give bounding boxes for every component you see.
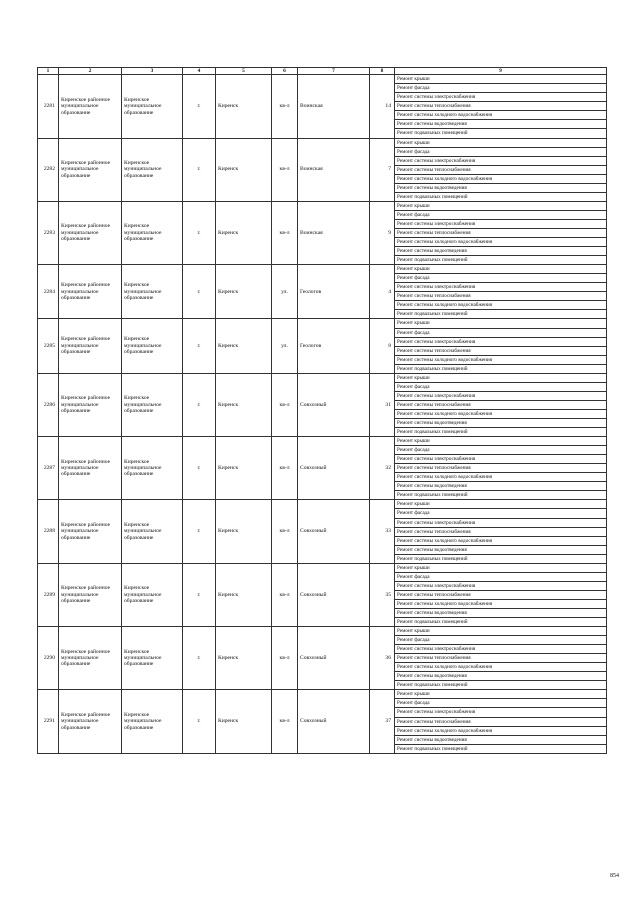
work-item: Ремонт фасада <box>395 699 606 708</box>
works-cell <box>395 138 607 201</box>
page-number: 854 <box>610 873 619 879</box>
work-item: Ремонт фасада <box>395 211 606 220</box>
work-item: Ремонт системы водоотведения <box>395 609 606 618</box>
work-item: Ремонт системы теплоснабжения <box>395 347 606 356</box>
work-item: Ремонт системы электроснабжения <box>395 582 606 591</box>
table-row <box>38 75 607 138</box>
col-header-5: 5 <box>216 68 272 75</box>
work-item: Ремонт подвальных помещений <box>397 429 468 436</box>
works-cell <box>395 627 607 690</box>
district-name: Киренское районное муниципальное образование <box>59 265 122 319</box>
settlement-name: Киренское муниципальное образование <box>122 690 183 753</box>
work-item: Ремонт системы теплоснабжения <box>395 464 606 473</box>
street-name: Совхозный <box>298 373 370 436</box>
works-cell <box>395 265 607 319</box>
work-item: Ремонт системы теплоснабжения <box>395 718 606 727</box>
work-item: Ремонт системы теплоснабжения <box>395 102 606 111</box>
work-item: Ремонт фасада <box>395 84 606 93</box>
work-item: Ремонт крыши <box>395 564 606 573</box>
street-name: Совхозный <box>298 500 370 563</box>
work-item: Ремонт фасада <box>395 573 606 582</box>
work-item: Ремонт системы электроснабжения <box>395 338 606 347</box>
street-type: кв-л <box>272 75 298 138</box>
street-type: кв-л <box>272 500 298 563</box>
work-item: Ремонт системы холодного водоснабжения <box>395 537 606 546</box>
works-cell <box>395 75 607 138</box>
district-name: Киренское районное муниципальное образование <box>59 627 122 690</box>
works-cell <box>395 319 607 373</box>
work-item: Ремонт крыши <box>395 265 606 274</box>
work-item: Ремонт системы водоотведения <box>395 672 606 681</box>
repair-program-table <box>37 67 607 754</box>
locality-type: г. <box>183 437 216 500</box>
district-name: Киренское районное муниципальное образование <box>59 138 122 201</box>
locality-name: Киренск <box>216 373 272 436</box>
row-number: 2291 <box>38 690 59 753</box>
work-item: Ремонт системы теплоснабжения <box>395 292 606 301</box>
works-cell <box>395 201 607 264</box>
work-item: Ремонт системы водоотведения <box>395 120 606 129</box>
locality-type: г. <box>183 690 216 753</box>
row-number: 2282 <box>38 138 59 201</box>
locality-name: Киренск <box>216 265 272 319</box>
locality-type: г. <box>183 373 216 436</box>
col-header-3: 3 <box>122 68 183 75</box>
work-item: Ремонт подвальных помещений <box>397 682 468 689</box>
work-item: Ремонт фасада <box>395 329 606 338</box>
district-name: Киренское районное муниципальное образование <box>59 500 122 563</box>
street-type: ул. <box>272 319 298 373</box>
street-name: Совхозный <box>298 563 370 626</box>
table-row <box>38 563 607 626</box>
settlement-name: Киренское муниципальное образование <box>122 138 183 201</box>
work-item: Ремонт системы теплоснабжения <box>395 166 606 175</box>
work-item: Ремонт системы теплоснабжения <box>395 401 606 410</box>
street-name: Геологов <box>298 319 370 373</box>
district-name: Киренское районное муниципальное образование <box>59 201 122 264</box>
work-item: Ремонт подвальных помещений <box>397 365 468 372</box>
work-item: Ремонт системы электроснабжения <box>395 283 606 292</box>
work-item: Ремонт системы электроснабжения <box>395 708 606 717</box>
work-item: Ремонт системы теплоснабжения <box>395 654 606 663</box>
locality-type: г. <box>183 563 216 626</box>
street-name: Воинская <box>298 138 370 201</box>
work-item: Ремонт системы электроснабжения <box>395 392 606 401</box>
locality-type: г. <box>183 265 216 319</box>
locality-type: г. <box>183 75 216 138</box>
table-body <box>38 75 607 754</box>
street-name: Совхозный <box>298 627 370 690</box>
locality-type: г. <box>183 319 216 373</box>
col-header-6: 6 <box>272 68 298 75</box>
settlement-name: Киренское муниципальное образование <box>122 201 183 264</box>
work-item: Ремонт системы холодного водоснабжения <box>395 111 606 120</box>
row-number: 2287 <box>38 437 59 500</box>
work-item: Ремонт подвальных помещений <box>397 193 468 200</box>
work-item: Ремонт подвальных помещений <box>397 619 468 626</box>
work-item: Ремонт системы холодного водоснабжения <box>395 600 606 609</box>
settlement-name: Киренское муниципальное образование <box>122 373 183 436</box>
settlement-name: Киренское муниципальное образование <box>122 627 183 690</box>
work-item: Ремонт системы электроснабжения <box>395 645 606 654</box>
house-number: 36 <box>370 627 395 690</box>
street-type: кв-л <box>272 627 298 690</box>
house-number: 9 <box>370 201 395 264</box>
work-item: Ремонт системы холодного водоснабжения <box>395 238 606 247</box>
street-name: Совхозный <box>298 437 370 500</box>
work-item: Ремонт фасада <box>395 383 606 392</box>
row-number: 2289 <box>38 563 59 626</box>
house-number: 4 <box>370 265 395 319</box>
work-item: Ремонт системы теплоснабжения <box>395 528 606 537</box>
settlement-name: Киренское муниципальное образование <box>122 437 183 500</box>
street-type: ул. <box>272 265 298 319</box>
work-item: Ремонт системы холодного водоснабжения <box>395 301 606 310</box>
work-item: Ремонт системы холодного водоснабжения <box>395 473 606 482</box>
row-number: 2290 <box>38 627 59 690</box>
work-item: Ремонт крыши <box>395 139 606 148</box>
locality-type: г. <box>183 500 216 563</box>
house-number: 14 <box>370 75 395 138</box>
settlement-name: Киренское муниципальное образование <box>122 563 183 626</box>
row-number: 2284 <box>38 265 59 319</box>
street-type: кв-л <box>272 373 298 436</box>
work-item: Ремонт крыши <box>395 319 606 328</box>
work-item: Ремонт крыши <box>395 690 606 699</box>
table-row <box>38 437 607 500</box>
street-name: Воинская <box>298 75 370 138</box>
work-item: Ремонт системы теплоснабжения <box>395 591 606 600</box>
row-number: 2286 <box>38 373 59 436</box>
locality-type: г. <box>183 201 216 264</box>
settlement-name: Киренское муниципальное образование <box>122 319 183 373</box>
work-item: Ремонт системы водоотведения <box>395 419 606 428</box>
table-row <box>38 201 607 264</box>
table-row <box>38 627 607 690</box>
locality-name: Киренск <box>216 437 272 500</box>
street-type: кв-л <box>272 690 298 753</box>
work-item: Ремонт фасада <box>395 636 606 645</box>
row-number: 2285 <box>38 319 59 373</box>
district-name: Киренское районное муниципальное образование <box>59 563 122 626</box>
settlement-name: Киренское муниципальное образование <box>122 500 183 563</box>
work-item: Ремонт подвальных помещений <box>397 745 468 752</box>
house-number: 32 <box>370 437 395 500</box>
locality-name: Киренск <box>216 201 272 264</box>
street-name: Воинская <box>298 201 370 264</box>
locality-name: Киренск <box>216 138 272 201</box>
table-row <box>38 265 607 319</box>
work-item: Ремонт системы холодного водоснабжения <box>395 356 606 365</box>
settlement-name: Киренское муниципальное образование <box>122 265 183 319</box>
works-cell <box>395 563 607 626</box>
house-number: 37 <box>370 690 395 753</box>
work-item: Ремонт системы водоотведения <box>395 736 606 745</box>
work-item: Ремонт системы холодного водоснабжения <box>395 663 606 672</box>
locality-name: Киренск <box>216 563 272 626</box>
work-item: Ремонт фасада <box>395 509 606 518</box>
work-item: Ремонт системы холодного водоснабжения <box>395 727 606 736</box>
street-type: кв-л <box>272 437 298 500</box>
table-row <box>38 319 607 373</box>
district-name: Киренское районное муниципальное образование <box>59 690 122 753</box>
house-number: 7 <box>370 138 395 201</box>
work-item: Ремонт крыши <box>395 374 606 383</box>
street-type: кв-л <box>272 201 298 264</box>
row-number: 2283 <box>38 201 59 264</box>
works-cell <box>395 500 607 563</box>
work-item: Ремонт системы водоотведения <box>395 482 606 491</box>
work-item: Ремонт подвальных помещений <box>397 257 468 264</box>
settlement-name: Киренское муниципальное образование <box>122 75 183 138</box>
col-header-9: 9 <box>395 68 607 75</box>
table-row <box>38 500 607 563</box>
work-item: Ремонт фасада <box>395 446 606 455</box>
work-item: Ремонт системы водоотведения <box>395 247 606 256</box>
work-item: Ремонт системы теплоснабжения <box>395 229 606 238</box>
works-cell <box>395 437 607 500</box>
row-number: 2281 <box>38 75 59 138</box>
work-item: Ремонт подвальных помещений <box>397 492 468 499</box>
locality-type: г. <box>183 627 216 690</box>
locality-name: Киренск <box>216 500 272 563</box>
house-number: 31 <box>370 373 395 436</box>
work-item: Ремонт системы электроснабжения <box>395 455 606 464</box>
work-item: Ремонт системы водоотведения <box>395 184 606 193</box>
street-type: кв-л <box>272 138 298 201</box>
district-name: Киренское районное муниципальное образование <box>59 373 122 436</box>
work-item: Ремонт крыши <box>395 202 606 211</box>
col-header-7: 7 <box>298 68 370 75</box>
work-item: Ремонт подвальных помещений <box>397 130 468 137</box>
district-name: Киренское районное муниципальное образование <box>59 437 122 500</box>
district-name: Киренское районное муниципальное образование <box>59 75 122 138</box>
locality-name: Киренск <box>216 690 272 753</box>
work-item: Ремонт подвальных помещений <box>397 555 468 562</box>
work-item: Ремонт крыши <box>395 437 606 446</box>
work-item: Ремонт системы электроснабжения <box>395 93 606 102</box>
col-header-8: 8 <box>370 68 395 75</box>
house-number: 33 <box>370 500 395 563</box>
locality-name: Киренск <box>216 319 272 373</box>
work-item: Ремонт системы электроснабжения <box>395 157 606 166</box>
locality-type: г. <box>183 138 216 201</box>
district-name: Киренское районное муниципальное образование <box>59 319 122 373</box>
locality-name: Киренск <box>216 75 272 138</box>
header-row <box>38 68 607 75</box>
work-item: Ремонт фасада <box>395 148 606 157</box>
work-item: Ремонт системы водоотведения <box>395 546 606 555</box>
work-item: Ремонт крыши <box>395 627 606 636</box>
street-name: Геологов <box>298 265 370 319</box>
locality-name: Киренск <box>216 627 272 690</box>
work-item: Ремонт крыши <box>395 500 606 509</box>
row-number: 2288 <box>38 500 59 563</box>
street-type: кв-л <box>272 563 298 626</box>
work-item: Ремонт системы электроснабжения <box>395 519 606 528</box>
street-name: Совхозный <box>298 690 370 753</box>
house-number: 35 <box>370 563 395 626</box>
work-item: Ремонт подвальных помещений <box>397 311 468 318</box>
work-item: Ремонт системы холодного водоснабжения <box>395 175 606 184</box>
table-row <box>38 373 607 436</box>
house-number: 8 <box>370 319 395 373</box>
table-row <box>38 690 607 753</box>
table-row <box>38 138 607 201</box>
col-header-2: 2 <box>59 68 122 75</box>
col-header-1: 1 <box>38 68 59 75</box>
works-cell <box>395 373 607 436</box>
works-cell <box>395 690 607 753</box>
col-header-4: 4 <box>183 68 216 75</box>
work-item: Ремонт крыши <box>395 75 606 84</box>
work-item: Ремонт фасада <box>395 274 606 283</box>
work-item: Ремонт системы холодного водоснабжения <box>395 410 606 419</box>
work-item: Ремонт системы электроснабжения <box>395 220 606 229</box>
